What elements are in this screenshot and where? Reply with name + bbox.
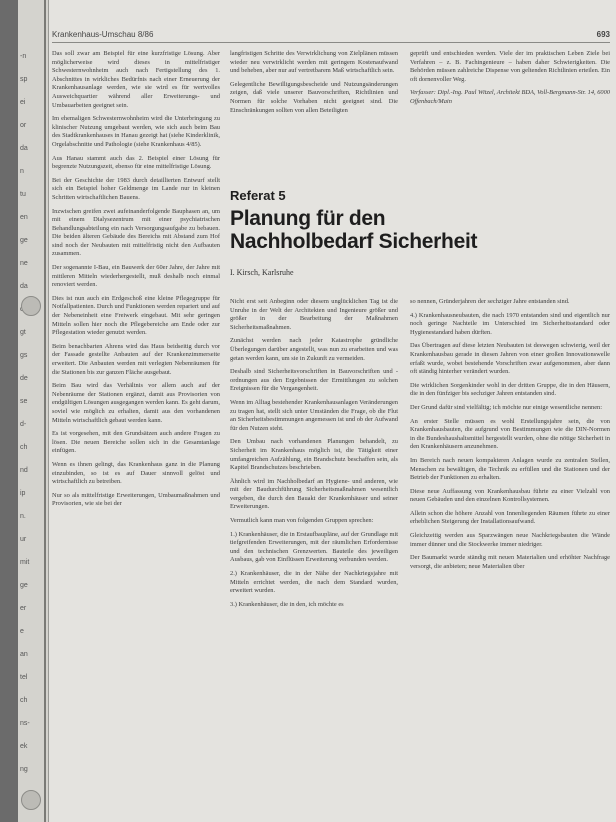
previous-page-fragment: ge bbox=[20, 237, 28, 244]
previous-page-fragment: da bbox=[20, 283, 28, 290]
previous-page-fragment: nd bbox=[20, 467, 28, 474]
paragraph: langfristigen Schritte des Verwirklichung von Zielplänen müssen wieder neu verwirklicht werden mit geringem Kostenaufwand und beheben, aber nur auf vertretbarem Maß wirtschaftlich sein. bbox=[230, 50, 398, 75]
previous-page-fragment: gt bbox=[20, 329, 26, 336]
previous-page-fragment: d- bbox=[20, 421, 27, 428]
article-author: I. Kirsch, Karlsruhe bbox=[230, 268, 294, 277]
paragraph: Beim Bau wird das Verhältnis vor allem auch auf der Nebenräume der Stationen ergänzt, damit aus Provisorien von endgültigen Lösungen ausgegangen werden kann. Es geht darum, soviel wie möglich zu erhalten, damit aus den vorhandenen Mitteln wirtschaftlich gebaut werden kann. bbox=[52, 382, 220, 424]
article-title: Planung für den Nachholbedarf Sicherheit bbox=[230, 207, 478, 253]
previous-page-fragment: ch bbox=[20, 444, 28, 451]
previous-page-fragment: ip bbox=[20, 490, 26, 497]
previous-page-fragment: en bbox=[20, 214, 28, 221]
article-heading bbox=[230, 188, 530, 253]
previous-page-fragment: tel bbox=[20, 674, 28, 681]
previous-page-fragment: ei bbox=[20, 99, 26, 106]
previous-page-fragment: ng bbox=[20, 766, 28, 773]
paragraph: Nur so als mittelfristige Erweiterungen, Umbaumaßnahmen und Provisorien, wie sie bei der bbox=[52, 491, 220, 508]
page-header bbox=[52, 30, 610, 43]
punch-hole bbox=[21, 790, 41, 810]
paragraph: Im ehemaligen Schwesternwohnheim wird die Unterbringung zu klinischer Nutzung umgebaut werden, wie sich auch beim Bau des Stadtkrankenhauses in Hanau gezeigt hat (siehe Kinderklinik, Orgelabschnitte und Pathologie (siehe Krankenhaus 4/85). bbox=[52, 115, 220, 148]
paragraph: Wenn es ihnen gelingt, das Krankenhaus ganz in die Planung einzubinden, so ist es auf Dauer sinnvoll gelöst und wirtschaftlich zu betreiben. bbox=[52, 460, 220, 486]
previous-page-fragment: ne bbox=[20, 260, 28, 267]
paragraph: Gelegentliche Bewilligungsbescheide und Nutzungsänderungen zeigen, daß viele unserer Bauvorschriften, Richtlinien und Normen für solche Vorhaben nicht geeignet sind. Die Einschränkungen sollten von allen Beteiligten bbox=[230, 80, 398, 114]
paragraph: Es ist vorgesehen, mit den Grundsätzen auch andere Fragen zu lösen. Die neuen Bereiche sollen sich in die Gesamtanlage einfügen. bbox=[52, 430, 220, 455]
paragraph: Ähnlich wird im Nachholbedarf an Hygiene- und anderen, wie mit der Baudurchführung Sicherheitsmaßnahmen wesentlich vergeben, die durch den Bauakt der Krankenhäuser und seiner Erweiterungen. bbox=[230, 477, 398, 511]
paragraph: 4.) Krankenhausneubauten, die nach 1970 entstanden sind und eigentlich nur noch geringe Nachteile im Unterschied im Sicherheitsstandard oder Hygienestandard haben dürften. bbox=[410, 311, 610, 336]
previous-page-fragment: an bbox=[20, 651, 28, 658]
paragraph: Verfasser: Dipl.-Ing. Paul Witzel, Architekt BDA, Voll-Bergmann-Str. 14, 6000 Offenbach/Main bbox=[410, 89, 610, 105]
paragraph: geprüft und entschieden werden. Viele der im praktischen Leben Ziele bei Verfahren – z. B. Fachingenieure – haben daher Schwierigkeiten. Die Behörden müssen zahlreiche Dispense von geltenden Richtlinien erteilen. Ein oft dornenvoller Weg. bbox=[410, 50, 610, 83]
punch-hole bbox=[21, 296, 41, 316]
previous-page-fragment: or bbox=[20, 122, 27, 129]
paragraph: Wenn im Alltag bestehender Krankenhausanlagen Veränderungen zu tragen hat, stellt sich unter Umständen die Frage, ob die Flut an Sicherheitsbestimmungen angemessen ist und ob der Aufwand für den Nutzen steht. bbox=[230, 398, 398, 432]
paragraph: Der sogenannte I-Bau, ein Bauwerk der 60er Jahre, der Jahre mit mittleren Mitteln wiederhergestellt, muß deshalb noch einmal renoviert werden. bbox=[52, 264, 220, 289]
journal-name: Krankenhaus-Umschau 8/86 bbox=[52, 30, 154, 39]
previous-page-fragment: gs bbox=[20, 352, 28, 359]
previous-page-fragment: n. bbox=[20, 513, 26, 520]
paragraph: Beim benachbarten Ahrens wird das Haus beidseitig durch vor der Fassade gestellte Anbauten auf der Krankenzimmerseite erweitert. Die Anbauten werden mit verlegten Nebenräumen für die Stationen bis zur ganzen Fläche ausgebaut. bbox=[52, 342, 220, 376]
paragraph: Vermutlich kann man von folgenden Gruppen sprechen: bbox=[230, 517, 374, 525]
paragraph: Das Übertragen auf diese letzten Neubauten ist deswegen schwierig, weil der Krankenhausbau gerade in diesen Jahren von einer großen Innovationswelle erfaßt wurde, wobei bestehende Vorschriften zwar aufgenommen, aber dann oft ständig hinterher verändert wurden. bbox=[410, 342, 610, 376]
paragraph: Allein schon die höhere Anzahl von Innenliegenden Räumen führte zu einer erheblichen Steigerung der Installationsaufwand. bbox=[410, 509, 610, 526]
paragraph: so nennen, Gründerjahren der sechziger Jahre entstanden sind. bbox=[410, 298, 570, 305]
paragraph: Der Grund dafür sind vielfältig; ich möchte nur einige wesentliche nennen: bbox=[410, 403, 603, 411]
paragraph: 3.) Krankenhäuser, die in den, ich möchte es bbox=[230, 600, 344, 608]
previous-page-fragment: er bbox=[20, 605, 27, 612]
paragraph: Die wirklichen Sorgenkinder wohl in der dritten Gruppe, die in den Häusern, die in den fünfziger bis sechziger Jahren entstanden sind. bbox=[410, 381, 610, 398]
previous-page-fragment: sp bbox=[20, 76, 28, 83]
paragraph: 2.) Krankenhäuser, die in der Nähe der Nachkriegsjahre mit Mitteln errichtet werden, die nach dem Standard wurden, erweitert wurden. bbox=[230, 570, 398, 595]
binding-line bbox=[44, 0, 46, 822]
paragraph: Im Bereich nach neuen kompakteren Anlagen wurde zu zentralen Stellen, Menschen zu bewältigen, die Technik zu erfüllen und die Stationen und der Betrieb der Funktionen zu erhalten. bbox=[410, 456, 610, 482]
previous-page-fragment: n bbox=[20, 168, 24, 175]
document-page bbox=[18, 0, 616, 822]
paragraph: Deshalb sind Sicherheitsvorschriften in Bauvorschriften und -ordnungen aus den Ergebnissen der Ermittlungen zu solchen Ereignissen für die Vergangenheit. bbox=[230, 368, 398, 393]
previous-page-fragment: -n bbox=[20, 53, 27, 60]
middle-column bbox=[230, 298, 398, 812]
paragraph: Zunächst werden nach jeder Katastrophe gründliche Überlegungen darüber angestellt, was nun zu erarbeiten und was getan werden kann, um sie in Zukunft zu vermeiden. bbox=[230, 337, 398, 362]
paragraph: Der Baumarkt wurde ständig mit neuen Materialien und erhöhter Nachfrage versorgt, die anbieten; neue Materialien über bbox=[410, 554, 610, 570]
previous-page-fragment: da bbox=[20, 145, 28, 152]
previous-page-fragment: ns- bbox=[20, 720, 30, 727]
paragraph: Das soll zwar am Beispiel für eine kurzfristige Lösung. Aber möglicherweise wird dieses in mittelfristiger Schwesternwohnheim auch nach Fertigstellung des 1. Abschnittes in wirkliches Bedürfnis nach einer Erneuerung der Krankenhausanlage werden, wie sie wird es für wertvolles Ausweichquartier während aller Erweiterungs- und Umbauarbeiten geeignet sein. bbox=[52, 50, 220, 109]
previous-page-fragment: e bbox=[20, 628, 24, 635]
paragraph: Inzwischen greifen zwei aufeinanderfolgende Bauphasen an, um mit einem Dialysezentrum mit einer psychiatrischen Behandlungsabteilung ein nach Versorgungsaufgabe zu bebauen. Die beiden älteren Gebäude des Bereichs mit Abstand zum Hof sind noch der Neubauten mit mittelfristig nicht den Aufbauten zusammen. bbox=[52, 207, 220, 258]
paragraph: Diese neue Auffassung von Krankenhausbau führte zu einer Vielzahl von neuen Gebäuden und den einzelnen Kontrollsystemen. bbox=[410, 487, 610, 504]
paragraph: Dies ist nun auch ein Erdgeschoß eine kleine Pflegegruppe für Notfallpatienten. Durch und Funktionen werden repariert und auf der Nebeneinheit eine Freiwerk eingebaut. Mit sehr geringen Mitteln sollen hier noch die Pflegebereiche am Ende oder zur Pflegestation wieder genutzt werden. bbox=[52, 294, 220, 337]
paragraph: Den Umbau nach vorhandenen Planungen behandelt, zu Sicherheit im Krankenhaus möglich ist, die Tätigkeit einer umfangreichen Aufzählung, ein Brandschutz beschaffen sein, als Kapitel Brandschutzes beschrieben. bbox=[230, 438, 398, 472]
right-column bbox=[410, 298, 610, 812]
left-column bbox=[52, 50, 220, 812]
page-number: 693 bbox=[596, 30, 610, 39]
paragraph: Bei der Geschichte der 1983 durch detaillierten Entwurf stellt sich ein Beispiel hoher Geldmenge im Lande nur in kleinen Schritten wirtschaftlichen Bauens. bbox=[52, 176, 220, 201]
previous-page-fragment: se bbox=[20, 398, 28, 405]
previous-page-fragment: tu bbox=[20, 191, 26, 198]
previous-page-fragment: ur bbox=[20, 536, 27, 543]
previous-page-fragment: ch bbox=[20, 697, 28, 704]
paragraph: An erster Stelle müssen es wohl Erstellungsjahre sein, die von Krankenhausbauten, die aufgrund von Bestimmungen wie die DIN-Normen in die Bundeshaushaltsmittel hergestellt wurden, ohne die nötige Sicherheit in den Krankenhäusern anzunehmen. bbox=[410, 417, 610, 451]
previous-page-fragment: mit bbox=[20, 559, 30, 566]
previous-page-fragment: de bbox=[20, 375, 28, 382]
paragraph: 1.) Krankenhäuser, die in Erstaufbaupläne, auf der Grundlage mit tiefgreifenden Erweiterungen, mit der räumlichen Erfordernisse und den technischen Grenzwerten. Bauteile des jeweiligen Ausbaus, gab von Einflüssen Erweiterung verbunden werden. bbox=[230, 530, 398, 564]
paragraph: Gleichzeitig werden aus Sparzwängen neue Nachkriegsbauten die Wände immer dünner und die Stockwerke immer niedriger. bbox=[410, 532, 610, 548]
paragraph: Aus Hanau stammt auch das 2. Beispiel einer Lösung für begrenzte Nutzungszeit, ebenso für eine mittelfristige Lösung. bbox=[52, 154, 220, 171]
previous-page-fragment: ge bbox=[20, 582, 28, 589]
previous-page-fragment: ek bbox=[20, 743, 28, 750]
paragraph: Nicht erst seit Anbeginn oder diesem unglücklichen Tag ist die Unruhe in der Welt der Architekten und Ingenieure größer und größer in der Bearbeitung der Maßnahmen Sicherheitsmaßnahmen. bbox=[230, 298, 398, 331]
article-label: Referat 5 bbox=[230, 188, 286, 203]
